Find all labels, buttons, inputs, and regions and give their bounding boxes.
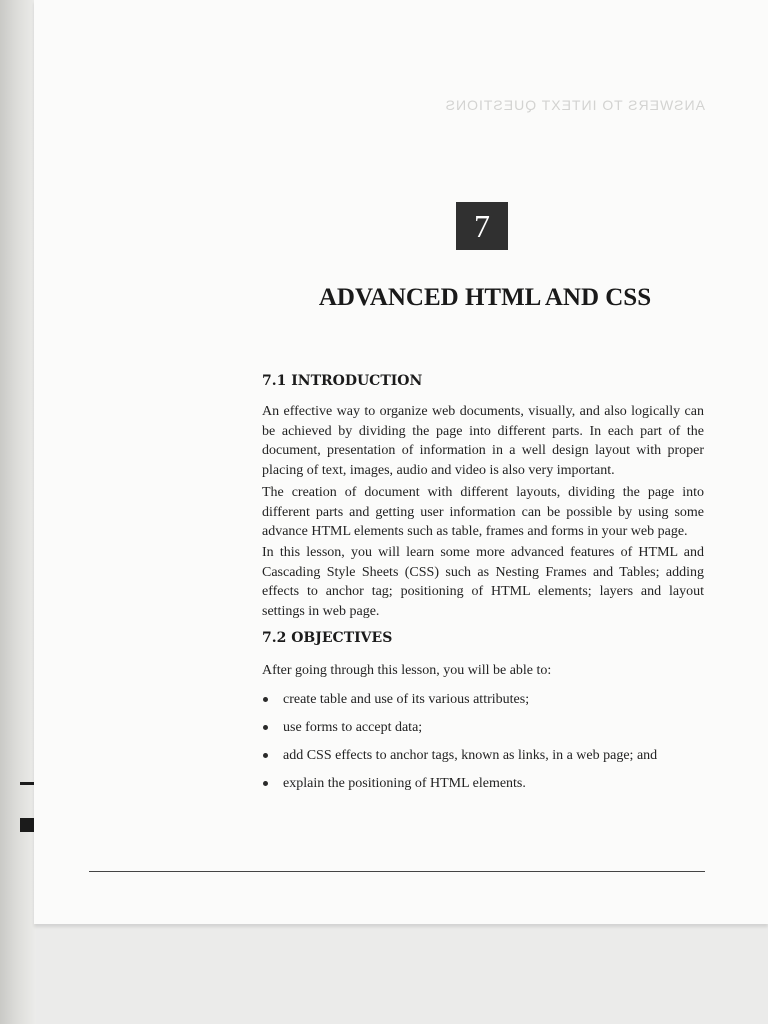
list-item	[262, 746, 704, 774]
intro-paragraph-3: In this lesson, you will learn some more advanced features of HTML and Cascading Style Sheets (CSS) such as Nesting Frames and Tables; adding effects to anchor tag; positioning of HTML elements; layers and layout settings in web page.	[262, 545, 704, 619]
chapter-number-box: 7	[456, 202, 508, 250]
list-item-text: add CSS effects to anchor tags, known as links, in a web page; and	[283, 748, 658, 763]
book-binding-edge	[0, 0, 36, 1024]
bullet-icon	[263, 781, 268, 786]
section-heading-introduction: 7.1 INTRODUCTION	[262, 373, 423, 389]
objectives-list	[262, 690, 704, 802]
list-item-text: create table and use of its various attributes;	[283, 692, 530, 707]
footer-divider	[89, 871, 705, 872]
bullet-icon	[263, 725, 268, 730]
list-item	[262, 774, 704, 802]
list-item	[262, 718, 704, 746]
list-item-text: use forms to accept data;	[283, 720, 423, 735]
intro-paragraph-1: An effective way to organize web documents, visually, and also logically can be achieved by dividing the page into different parts. In each part of the document, presentation of information in a well design layout with proper placing of text, images, audio and video is also very important.	[262, 404, 704, 478]
intro-paragraph-2: The creation of document with different layouts, dividing the page into different parts and getting user information can be possible by using some advance HTML elements such as table, frames and forms in your web page.	[262, 485, 704, 539]
bullet-icon	[263, 753, 268, 758]
bleed-through-heading: ANSWERS TO INTEXT QUESTIONS	[444, 97, 705, 113]
list-item	[262, 690, 704, 718]
objectives-intro: After going through this lesson, you will be able to:	[262, 663, 552, 678]
bullet-icon	[263, 697, 268, 702]
chapter-title: ADVANCED HTML AND CSS	[318, 284, 652, 311]
list-item-text: explain the positioning of HTML elements.	[283, 776, 526, 791]
section-heading-objectives: 7.2 OBJECTIVES	[262, 630, 393, 646]
